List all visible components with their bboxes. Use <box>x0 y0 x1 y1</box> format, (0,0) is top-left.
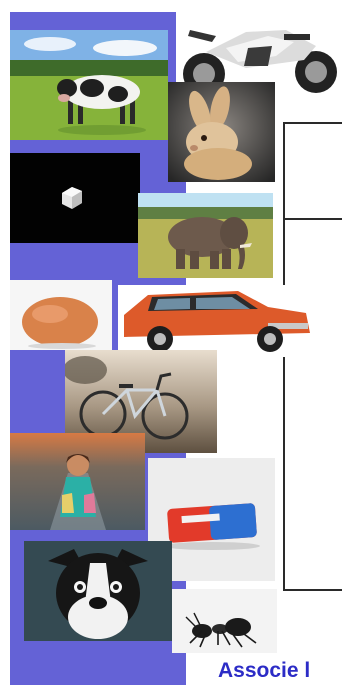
cow-icon <box>10 30 168 140</box>
dog-image[interactable] <box>24 541 172 641</box>
elephant-image[interactable] <box>138 193 273 278</box>
car-icon <box>118 285 314 357</box>
child-icon <box>10 433 145 530</box>
rabbit-icon <box>168 82 275 182</box>
worksheet-title: Associe l <box>218 659 311 682</box>
ant-icon <box>172 589 277 653</box>
elephant-icon <box>138 193 273 278</box>
cow-image[interactable] <box>10 30 168 140</box>
frame-line-bottom <box>283 589 342 591</box>
rabbit-image[interactable] <box>168 82 275 182</box>
egg-image[interactable] <box>10 280 112 350</box>
frame-line-top <box>284 122 342 124</box>
sugar-cube-image[interactable] <box>10 153 140 243</box>
car-image[interactable] <box>118 285 314 357</box>
ant-image[interactable] <box>172 589 277 653</box>
egg-icon <box>10 280 112 350</box>
child-image[interactable] <box>10 433 145 530</box>
dog-icon <box>24 541 172 641</box>
frame-line-middle <box>284 218 342 220</box>
sugar-cube-icon <box>10 153 140 243</box>
